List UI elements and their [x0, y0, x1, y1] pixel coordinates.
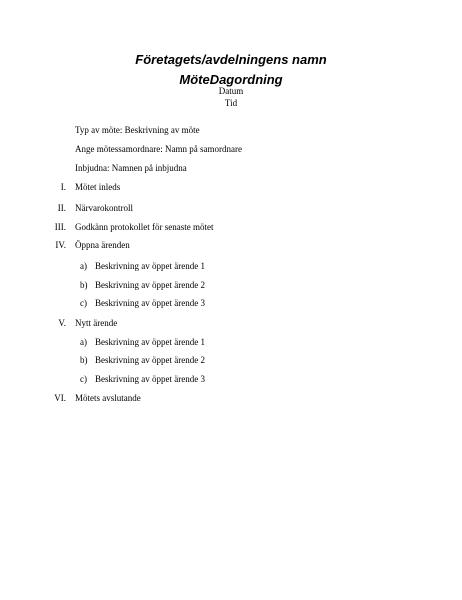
sub-item-letter: b) — [80, 355, 88, 365]
agenda-item-text: Godkänn protokollet för senaste mötet — [75, 222, 214, 232]
sub-item-text: Beskrivning av öppet ärende 2 — [95, 280, 205, 290]
sub-item-text: Beskrivning av öppet ärende 1 — [95, 261, 205, 271]
agenda-item-number: III. — [54, 222, 66, 232]
agenda-item-number: II. — [57, 203, 66, 213]
sub-item-text: Beskrivning av öppet ärende 2 — [95, 355, 205, 365]
agenda-item-number: V. — [58, 318, 66, 328]
document-title: MöteDagordning — [179, 72, 283, 87]
date-field: Datum — [218, 86, 244, 96]
agenda-item-text: Mötets avslutande — [75, 393, 141, 403]
coordinator-line: Ange mötessamordnare: Namn på samordnare — [75, 144, 242, 154]
agenda-item-text: Mötet inleds — [75, 182, 121, 192]
agenda-item-number: IV. — [55, 240, 66, 250]
sub-item-letter: c) — [80, 298, 87, 308]
sub-item-letter: a) — [80, 337, 87, 347]
sub-item-letter: c) — [80, 374, 87, 384]
invitees-line: Inbjudna: Namnen på inbjudna — [75, 163, 187, 173]
organization-name: Företagets/avdelningens namn — [135, 52, 327, 67]
sub-item-letter: a) — [80, 261, 87, 271]
agenda-item-text: Nytt ärende — [75, 318, 118, 328]
agenda-item-number: I. — [60, 182, 66, 192]
sub-item-letter: b) — [80, 280, 88, 290]
agenda-item-number: VI. — [54, 393, 66, 403]
sub-item-text: Beskrivning av öppet ärende 3 — [95, 298, 205, 308]
sub-item-text: Beskrivning av öppet ärende 3 — [95, 374, 205, 384]
time-field: Tid — [224, 98, 238, 108]
meeting-type-line: Typ av möte: Beskrivning av möte — [75, 125, 200, 135]
agenda-item-text: Närvarokontroll — [75, 203, 133, 213]
agenda-item-text: Öppna ärenden — [75, 240, 130, 250]
sub-item-text: Beskrivning av öppet ärende 1 — [95, 337, 205, 347]
